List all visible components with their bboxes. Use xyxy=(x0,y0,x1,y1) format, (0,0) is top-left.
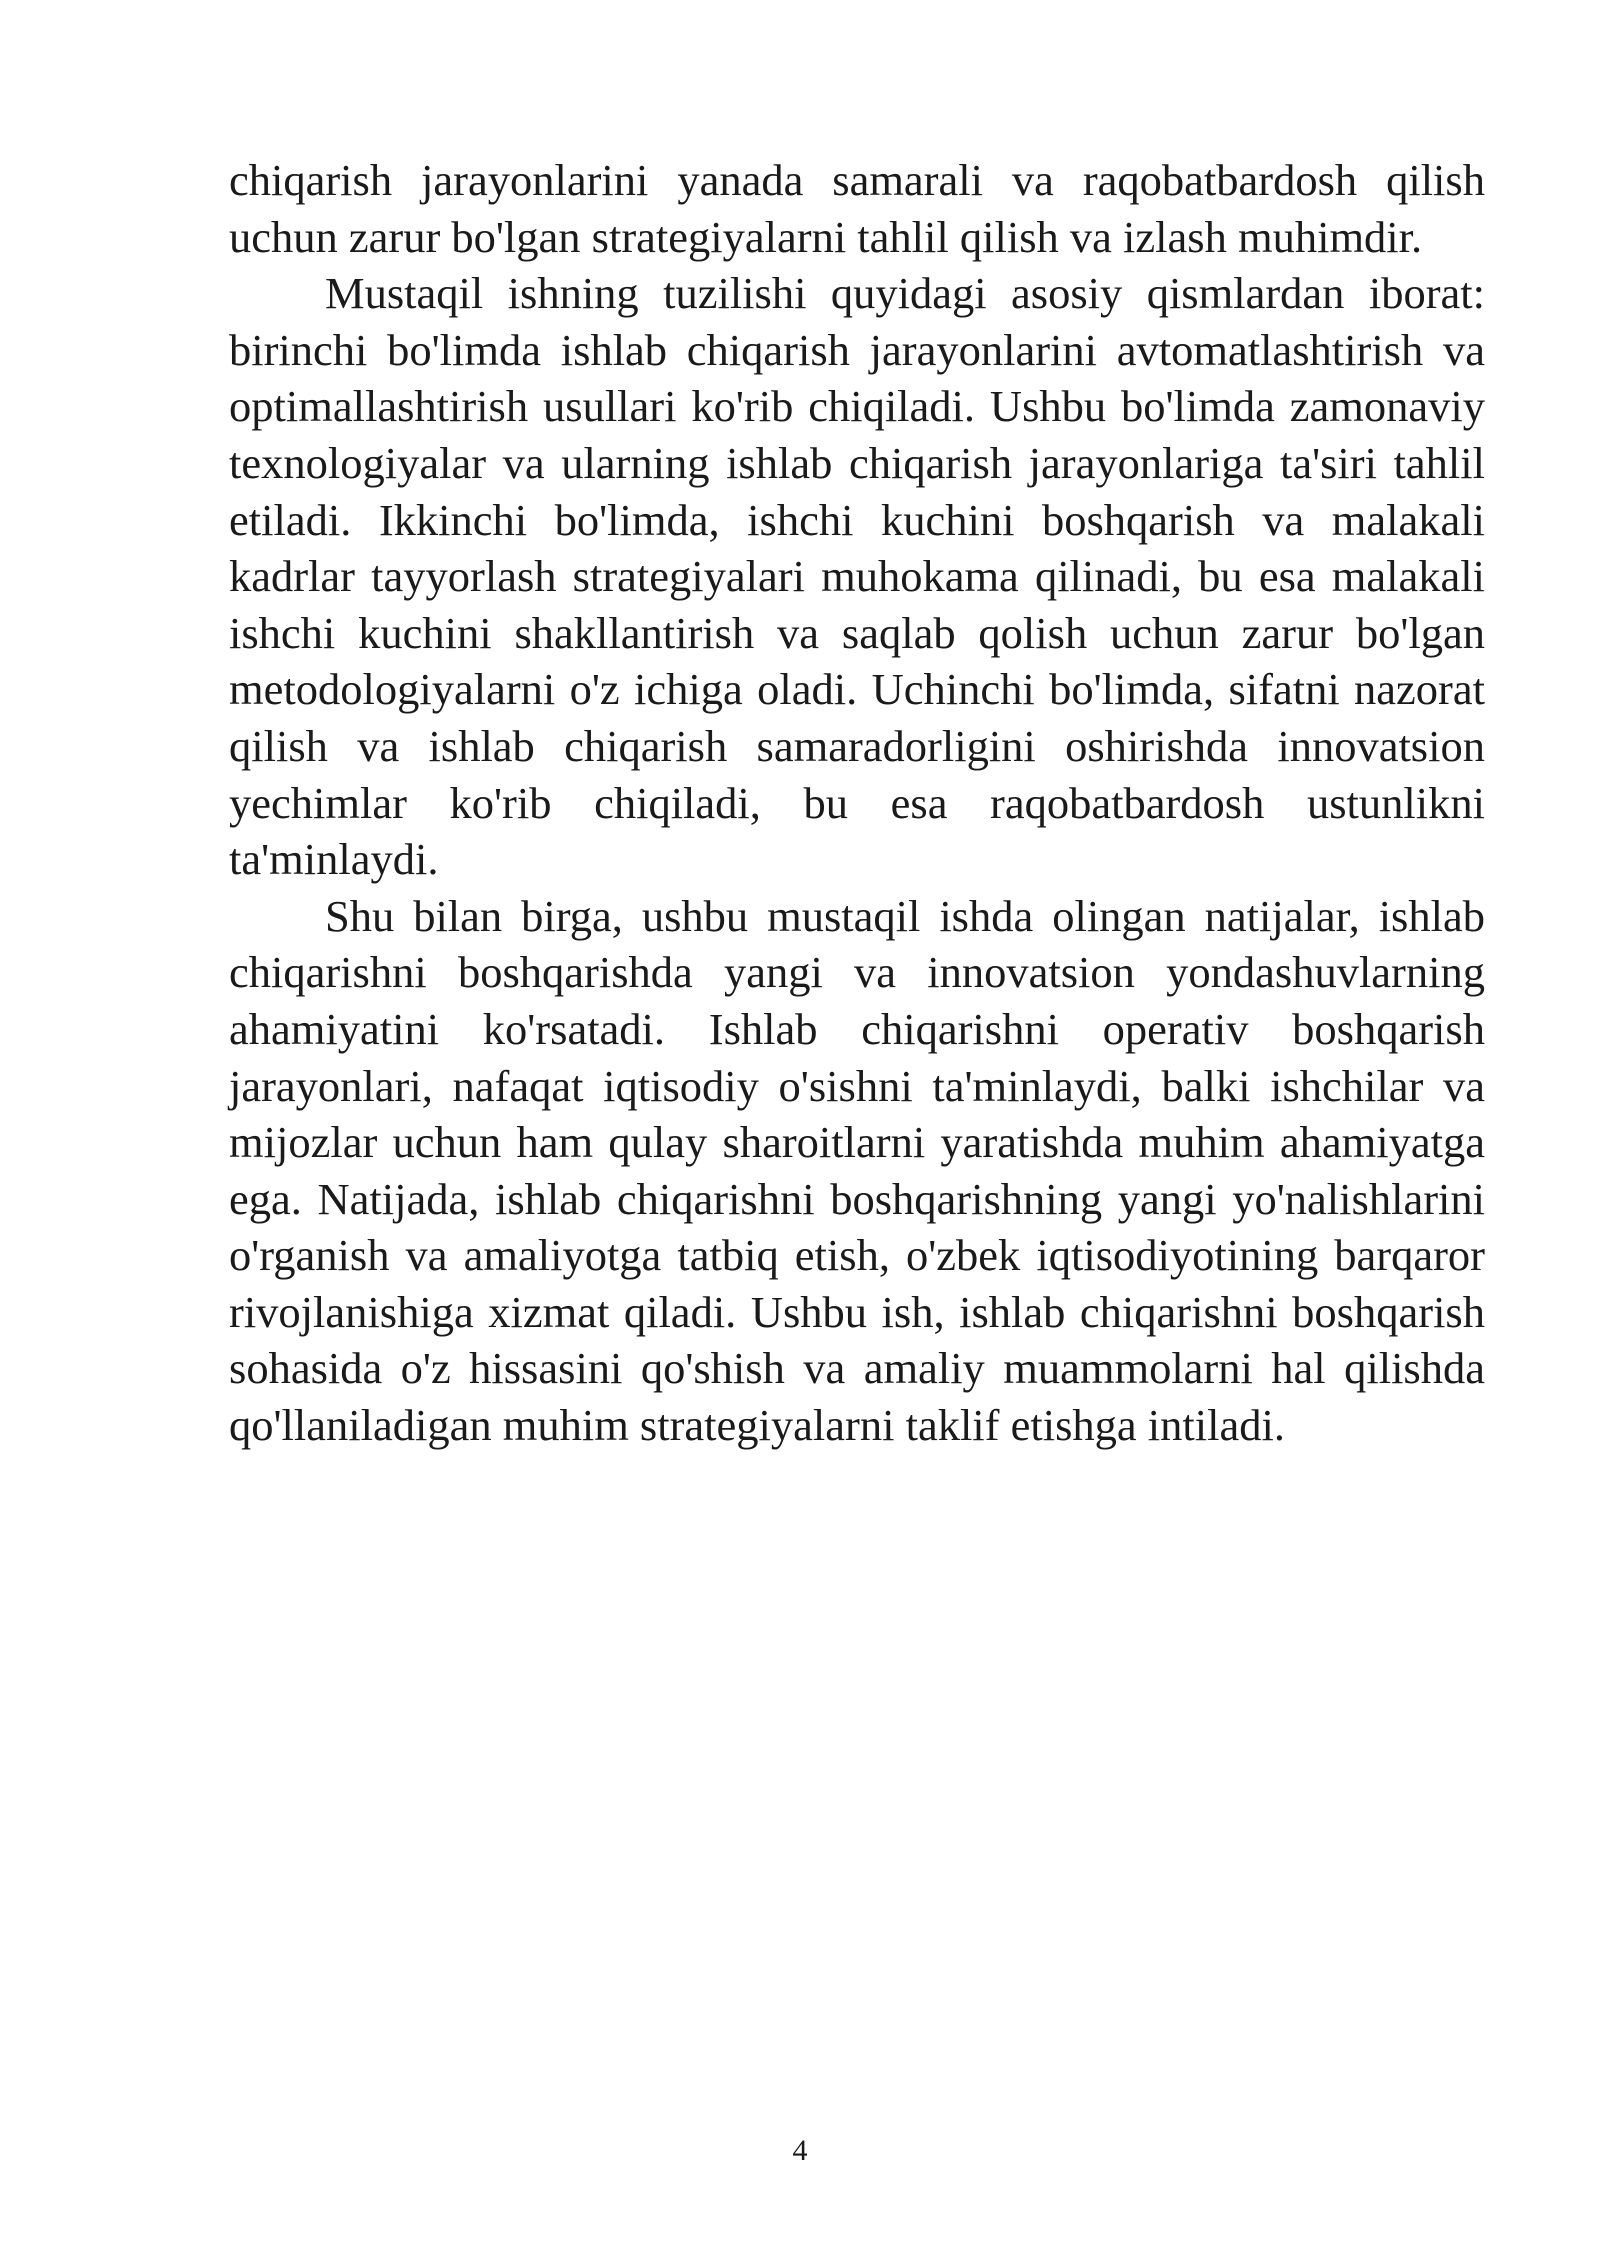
page-number: 4 xyxy=(792,2134,808,2167)
paragraph-results: Shu bilan birga, ushbu mustaqil ishda olingan natijalar, ishlab chiqarishni boshqarishda yangi va innovatsion yondashuvlarning ahamiyatini ko'rsatadi. Ishlab chiqarishni operativ boshqarish jarayonlari, nafaqat iqtisodiy o'sishni ta'minlaydi, balki ishchilar va mijozlar uchun ham qulay sharoitlarni yaratishda muhim ahamiyatga ega. Natijada, ishlab chiqarishni boshqarishning yangi yo'nalishlarini o'rganish va amaliyotga tatbiq etish, o'zbek iqtisodiyotining barqaror rivojlanishiga xizmat qiladi. Ushbu ish, ishlab chiqarishni boshqarish sohasida o'z hissasini qo'shish va amaliy muammolarni hal qilishda qo'llaniladigan muhim strategiyalarni taklif etishga intiladi. xyxy=(229,890,1485,1451)
paragraph-structure-overview: Mustaqil ishning tuzilishi quyidagi asosiy qismlardan iborat: birinchi bo'limda ishlab chiqarish jarayonlarini avtomatlashtirish va optimallashtirish usullari ko'rib chiqiladi. Ushbu bo'limda zamonaviy texnologiyalar va ularning ishlab chiqarish jarayonlariga ta'siri tahlil etiladi. Ikkinchi bo'limda, ishchi kuchini boshqarish va malakali kadrlar tayyorlash strategiyalari muhokama qilinadi, bu esa malakali ishchi kuchini shakllantirish va saqlab qolish uchun zarur bo'lgan metodologiyalarni o'z ichiga oladi. Uchinchi bo'limda, sifatni nazorat qilish va ishlab chiqarish samaradorligini oshirishda innovatsion yechimlar ko'rib chiqiladi, bu esa raqobatbardosh ustunlikni ta'minlaydi. xyxy=(229,268,1485,885)
paragraph-continuation: chiqarish jarayonlarini yanada samarali va raqobatbardosh qilish uchun zarur bo'lgan strategiyalarni tahlil qilish va izlash muhimdir. xyxy=(229,155,1485,262)
body-text xyxy=(229,152,1485,1454)
